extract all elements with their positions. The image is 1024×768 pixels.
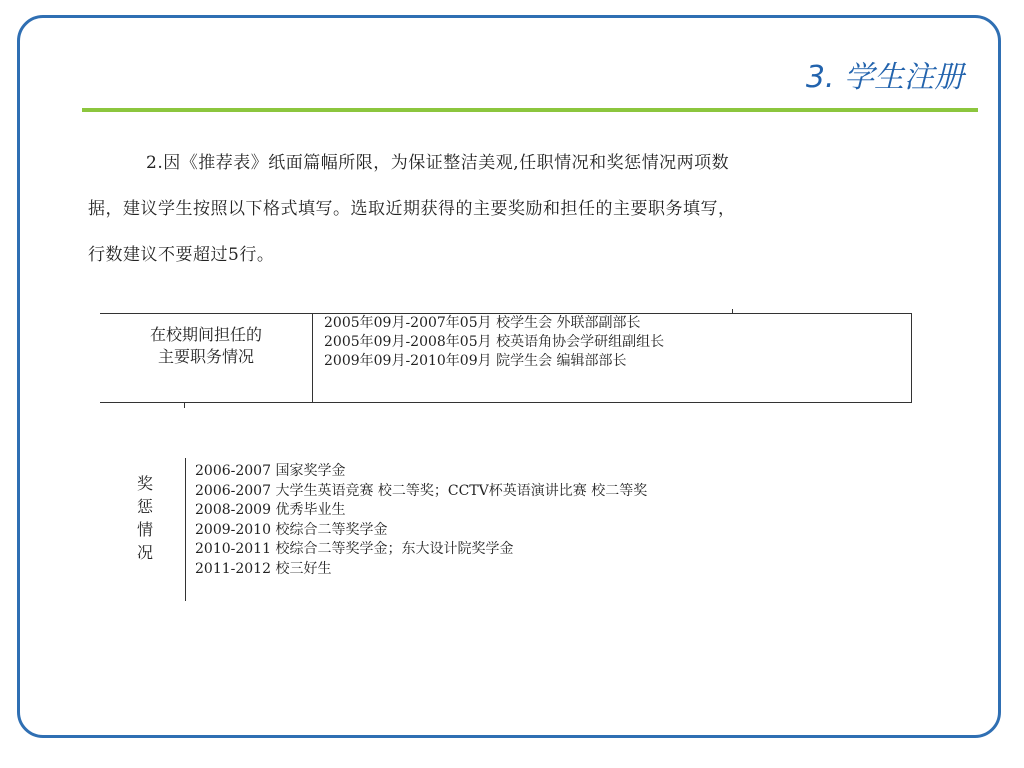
award-entry: 2009-2010 校综合二等奖学金 bbox=[195, 521, 388, 538]
awards-table-divider bbox=[185, 458, 186, 601]
positions-label-line-1: 在校期间担任的 bbox=[149, 325, 262, 344]
positions-table-divider bbox=[312, 314, 313, 402]
award-entry: 2006-2007 大学生英语竞赛 校二等奖；CCTV杯英语演讲比赛 校二等奖 bbox=[195, 482, 648, 499]
positions-table-tick bbox=[184, 403, 185, 408]
position-entry: 2005年09月-2007年05月 校学生会 外联部副部长 bbox=[324, 315, 641, 331]
paragraph-line-3: 行数建议不要超过5行。 bbox=[88, 245, 275, 265]
awards-table-label bbox=[134, 472, 156, 564]
positions-table bbox=[100, 313, 912, 403]
awards-table bbox=[130, 458, 750, 603]
award-entry: 2011-2012 校三好生 bbox=[195, 560, 332, 577]
awards-label-char: 情 bbox=[136, 520, 153, 539]
paragraph-line-2: 据，建议学生按照以下格式填写。选取近期获得的主要奖励和担任的主要职务填写， bbox=[88, 199, 736, 219]
title-underline bbox=[82, 108, 978, 112]
positions-table-tick bbox=[732, 309, 733, 314]
slide-title: 3. 学生注册 bbox=[805, 60, 964, 95]
award-entry: 2006-2007 国家奖学金 bbox=[195, 463, 346, 479]
positions-entries bbox=[324, 314, 664, 371]
position-entry: 2009年09月-2010年09月 院学生会 编辑部部长 bbox=[324, 353, 627, 369]
awards-label-char: 惩 bbox=[136, 497, 153, 516]
awards-label-char: 况 bbox=[136, 543, 153, 562]
award-entry: 2010-2011 校综合二等奖学金；东大设计院奖学金 bbox=[195, 541, 514, 557]
positions-label-line-2: 主要职务情况 bbox=[157, 347, 254, 366]
instruction-paragraph bbox=[88, 140, 928, 278]
paragraph-line-1: 2.因《推荐表》纸面篇幅所限，为保证整洁美观,任职情况和奖惩情况两项数 bbox=[146, 153, 730, 173]
positions-table-label bbox=[100, 324, 312, 368]
awards-label-char: 奖 bbox=[136, 474, 153, 493]
awards-entries bbox=[195, 462, 647, 579]
position-entry: 2005年09月-2008年05月 校英语角协会学研组副组长 bbox=[324, 334, 665, 350]
award-entry: 2008-2009 优秀毕业生 bbox=[195, 502, 346, 518]
